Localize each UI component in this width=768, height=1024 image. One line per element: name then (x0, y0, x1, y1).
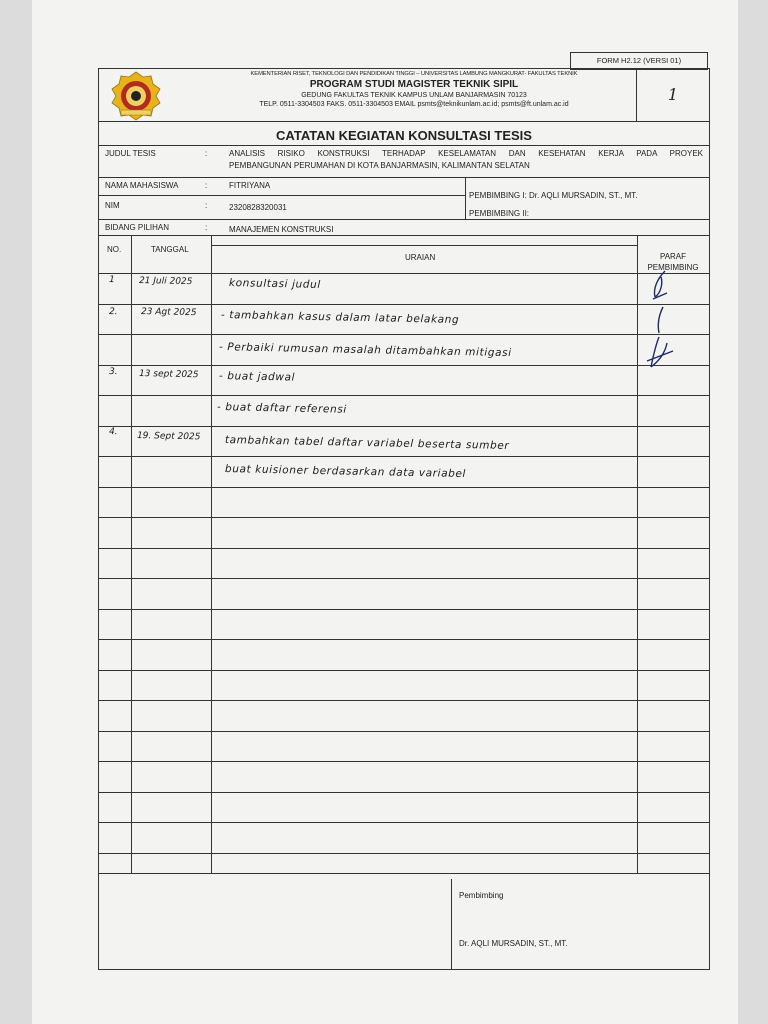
table-row-line (99, 792, 709, 793)
row-5-uraian: - buat daftar referensi (216, 401, 347, 416)
table-row-line (99, 853, 709, 854)
bidang-value: MANAJEMEN KONSTRUKSI (229, 225, 334, 234)
bidang-label: BIDANG PILIHAN (105, 223, 170, 232)
table-row-line (99, 822, 709, 823)
nim-separator: : (205, 201, 208, 210)
divider (451, 879, 452, 969)
footer-pembimbing-name: Dr. AQLI MURSADIN, ST., MT. (459, 939, 568, 948)
form-code-box: FORM H2.12 (VERSI 01) (570, 52, 708, 70)
footer-pembimbing-label: Pembimbing (459, 891, 504, 900)
table-row-line (99, 578, 709, 579)
table-row-line (99, 761, 709, 762)
divider (99, 219, 709, 220)
row-4-no: 3. (108, 367, 118, 378)
divider (465, 177, 466, 219)
row-1-date: 21 Juli 2025 (138, 276, 193, 288)
nama-separator: : (205, 181, 208, 190)
row-6-uraian: tambahkan tabel daftar variabel beserta sumber (224, 434, 510, 452)
row-3-uraian: - Perbaiki rumusan masalah ditambahkan mitigasi (218, 341, 512, 360)
table-row-line (99, 304, 709, 305)
table-row-line (99, 426, 709, 427)
nama-label: NAMA MAHASISWA (105, 181, 179, 190)
form-frame (98, 68, 710, 970)
table-row-line (99, 365, 709, 366)
nama-value: FITRIYANA (229, 181, 271, 190)
divider (211, 245, 637, 246)
col-header-paraf: PARAF PEMBIMBING (647, 252, 699, 272)
col-header-no: NO. (107, 245, 122, 254)
paraf-signature-1 (647, 269, 677, 303)
row-7-uraian: buat kuisioner berdasarkan data variabel (224, 463, 467, 481)
pembimbing-1: PEMBIMBING I: Dr. AQLI MURSADIN, ST., MT. (469, 191, 638, 200)
divider (99, 273, 709, 274)
table-row-line (99, 334, 709, 335)
table-row-line (99, 670, 709, 671)
ministry-line: KEMENTERIAN RISET, TEKNOLOGI DAN PENDIDIKAN TINGGI – UNIVERSITAS LAMBUNG MANGKURAT- FAKULTAS TEKNIK (250, 71, 578, 77)
col-header-tanggal: TANGGAL (151, 245, 189, 254)
judul-line-2: PEMBANGUNAN PERUMAHAN DI KOTA BANJARMASIN, KALIMANTAN SELATAN (229, 161, 530, 170)
divider (99, 177, 709, 178)
row-6-date: 19. Sept 2025 (136, 431, 201, 443)
university-logo (109, 69, 163, 123)
table-column-line (131, 235, 132, 873)
judul-separator: : (205, 149, 208, 158)
row-1-no: 1 (108, 275, 115, 286)
judul-line-1: ANALISIS RISIKO KONSTRUKSI TERHADAP KESELAMATAN DAN KESEHATAN KERJA PADA PROYEK (229, 149, 703, 158)
row-2-no: 2. (108, 307, 118, 318)
table-row-line (99, 609, 709, 610)
row-2-date: 23 Agt 2025 (140, 307, 197, 319)
table-row-line (99, 395, 709, 396)
paraf-signature-3 (645, 335, 677, 371)
bidang-separator: : (205, 223, 208, 232)
row-1-uraian: konsultasi judul (228, 277, 321, 291)
table-column-line (211, 235, 212, 873)
judul-label: JUDUL TESIS (105, 149, 156, 158)
pembimbing-2: PEMBIMBING II: (469, 209, 530, 218)
divider (99, 235, 709, 236)
header-text (199, 71, 629, 108)
row-6-no: 4. (108, 427, 118, 438)
table-row-line (99, 548, 709, 549)
document-title: CATATAN KEGIATAN KONSULTASI TESIS (99, 121, 709, 146)
table-row-line (99, 731, 709, 732)
divider (99, 873, 709, 874)
nim-value: 2320828320031 (229, 203, 287, 212)
page-number-box: 1 (636, 69, 709, 121)
program-name: PROGRAM STUDI MAGISTER TEKNIK SIPIL (309, 79, 519, 90)
table-row-line (99, 639, 709, 640)
header-block (99, 69, 709, 122)
table-column-line (637, 235, 638, 873)
row-4-date: 13 sept 2025 (138, 369, 199, 381)
address-line: GEDUNG FAKULTAS TEKNIK KAMPUS UNLAM BANJARMASIN 70123 (301, 92, 527, 99)
table-row-line (99, 456, 709, 457)
table-row-line (99, 700, 709, 701)
col-header-uraian: URAIAN (405, 253, 436, 262)
row-2-uraian: - tambahkan kasus dalam latar belakang (220, 309, 460, 326)
divider (99, 195, 465, 196)
row-4-uraian: - buat jadwal (218, 370, 296, 384)
table-row-line (99, 487, 709, 488)
nim-label: NIM (105, 201, 120, 210)
table-row-line (99, 517, 709, 518)
contact-line: TELP. 0511-3304503 FAKS. 0511-3304503 EMAIL psmts@teknikunlam.ac.id; psmts@ft.unlam.ac.id (259, 101, 569, 108)
paraf-signature-2 (647, 305, 677, 335)
